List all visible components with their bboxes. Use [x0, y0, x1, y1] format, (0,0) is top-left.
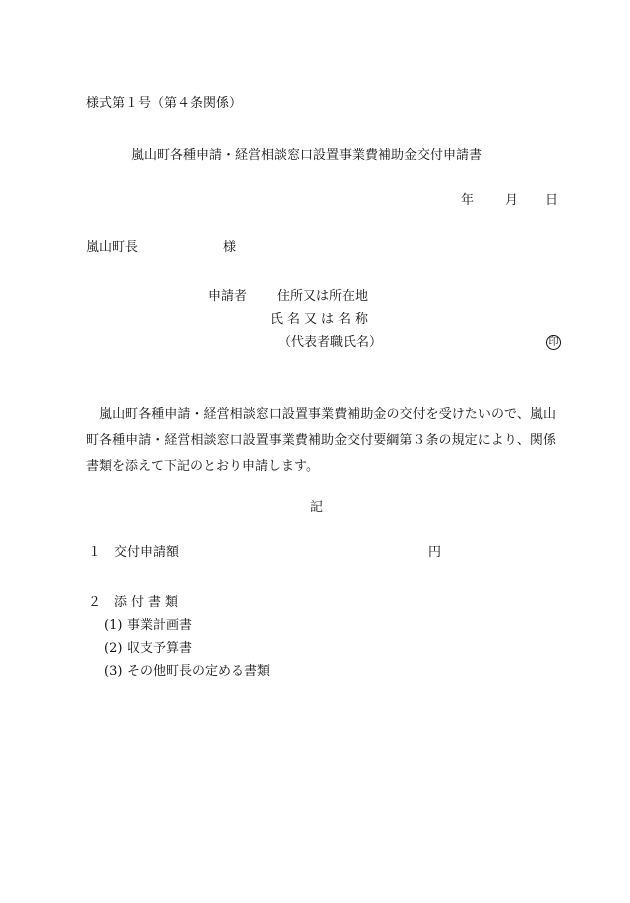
- addressee-name: 嵐山町長: [86, 240, 139, 255]
- representative-label: （代表者職氏名）: [278, 335, 383, 350]
- item-1-unit: 円: [428, 545, 442, 560]
- item-1-label: 交付申請額: [114, 545, 180, 560]
- address-label: 住所又は所在地: [277, 289, 369, 304]
- attachment-2-number: (2): [104, 641, 123, 656]
- attachment-3-number: (3): [104, 664, 123, 679]
- seal-mark: [546, 335, 561, 350]
- attachment-1-number: (1): [104, 618, 123, 633]
- seal-label: 印: [546, 335, 561, 350]
- applicant-label: 申請者: [208, 289, 248, 304]
- item-2-number: ２: [88, 595, 102, 610]
- date-month-label: 月: [505, 193, 519, 208]
- date-year-label: 年: [461, 193, 475, 208]
- form-number: 様式第１号（第４条関係）: [86, 96, 243, 111]
- ki-heading: 記: [310, 500, 324, 515]
- addressee-honorific: 様: [223, 240, 237, 255]
- attachment-1-label: 事業計画書: [127, 618, 193, 633]
- item-2-label: 添付書類: [114, 595, 183, 610]
- item-1-number: １: [88, 545, 102, 560]
- date-day-label: 日: [545, 193, 559, 208]
- body-paragraph: 嵐山町各種申請・経営相談窓口設置事業費補助金の交付を受けたいので、嵐山町各種申請・経営相談窓口設置事業費補助金交付要綱第３条の規定により、関係書類を添えて下記のとおり申請します。: [86, 407, 556, 474]
- attachment-3-label: その他町長の定める書類: [127, 664, 271, 679]
- name-label: 氏名又は名称: [270, 312, 373, 327]
- attachment-2-label: 収支予算書: [127, 641, 193, 656]
- document-title: 嵐山町各種申請・経営相談窓口設置事業費補助金交付申請書: [131, 148, 483, 163]
